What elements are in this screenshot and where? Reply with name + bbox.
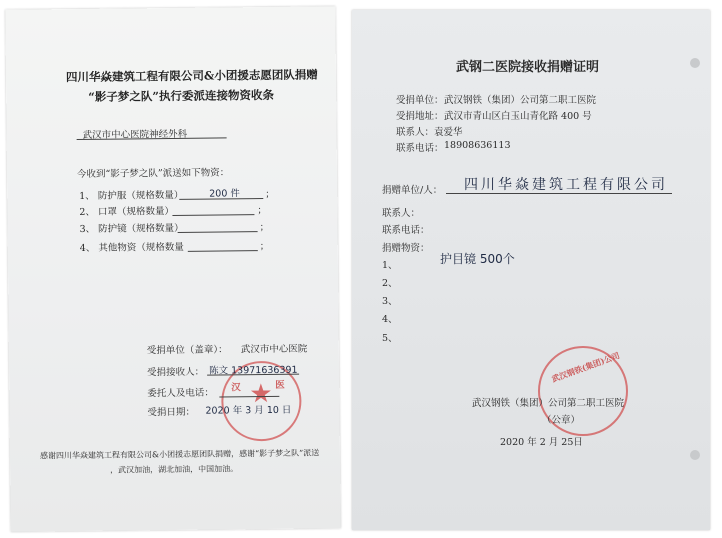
receiver-person-label: 受捐接收人： (147, 366, 205, 379)
recipient-unit: 武汉市中心医院神经外科 (82, 128, 188, 141)
item-1-end: ； (265, 188, 275, 201)
info-1-value: 武汉钢铁（集团）公司第二职工医院 (444, 95, 597, 106)
item-2-underline (172, 214, 254, 216)
stamp-char-right: 医 (275, 379, 285, 391)
goods-number-5: 5、 (382, 333, 398, 344)
receiver-person-value: 陈文 13971636391 (209, 364, 298, 377)
donor-underline (446, 193, 672, 194)
goods-number-4: 4、 (382, 314, 398, 325)
stamp-text-right: 武汉钢铁(集团)公司 (550, 350, 621, 384)
item-2-label: 2、 口罩（规格数量） (79, 205, 175, 218)
item-2-end: ； (257, 205, 267, 217)
item-3-label: 3、 防护镜（规格数量） (79, 222, 184, 235)
item-1-label: 1、 防护服（规格数量） (79, 189, 184, 202)
signature-org: 武汉钢铁（集团）公司第二职工医院 (472, 398, 625, 409)
goods-item-1: 护目镜 500个 (440, 252, 515, 266)
item-4-label: 4、 其他物资（规格数量 (79, 241, 184, 254)
stamp-char-left: 汉 (231, 382, 241, 394)
footer-line1: 感谢四川华焱建筑工程有限公司&小团援志愿团队捐赠，感谢“影子梦之队”派送 (39, 448, 320, 461)
item-3-underline (178, 231, 258, 233)
goods-label: 捐赠物资： (382, 243, 430, 254)
certificate-date: 2020 年 2 月 25日 (500, 437, 583, 448)
footer-line2: ，武汉加油，湖北加油，中国加油。 (110, 464, 239, 475)
item-1-underline (179, 198, 263, 200)
info-3-label: 联系人： (396, 127, 435, 138)
left-title-line2: “影子梦之队”执行委派连接物资收条 (88, 87, 274, 104)
info-4-label: 联系电话： (396, 143, 444, 154)
item-4-underline (188, 250, 258, 252)
date-value: 2020 年 3 月 10 日 (205, 404, 292, 417)
receiver-unit-value: 武汉市中心医院 (240, 343, 308, 356)
info-2-value: 武汉市青山区白玉山青化路 400 号 (444, 111, 592, 122)
intro-text: 今收到“影子梦之队”派送如下物资： (76, 167, 230, 180)
info-1-label: 受捐单位： (396, 95, 444, 106)
info-3-value: 袁爱华 (434, 127, 463, 138)
info-4-value: 18908636113 (444, 140, 511, 151)
item-3-end: ； (259, 221, 270, 234)
delegate-label: 委托人及电话： (147, 387, 214, 400)
right-certificate-document (352, 10, 710, 530)
goods-number-2: 2、 (382, 278, 398, 289)
date-label: 受捐日期： (147, 406, 196, 419)
contact-label: 联系人： (382, 208, 421, 219)
item-4-end: ； (259, 240, 270, 253)
left-receipt-document (5, 6, 340, 531)
item-1-value: 200 件 (209, 188, 240, 200)
phone-label: 联系电话： (382, 225, 430, 236)
certificate-title: 武钢二医院接收捐赠证明 (456, 60, 600, 75)
donor-value: 四川华焱建筑工程有限公司 (464, 177, 668, 193)
goods-number-1: 1、 (382, 260, 398, 271)
donor-label: 捐赠单位/人： (382, 185, 443, 196)
receiver-unit-label: 受捐单位（盖章）： (146, 344, 228, 357)
signature-seal: （公章） (542, 415, 581, 426)
left-title-line1: 四川华焱建筑工程有限公司&小团援志愿团队捐赠 (65, 67, 318, 85)
goods-number-3: 3、 (382, 296, 398, 307)
binder-hole-bottom (690, 450, 700, 460)
binder-hole-top (690, 58, 700, 68)
info-2-label: 受捐地址： (396, 111, 444, 122)
star-icon: ★ (249, 378, 273, 410)
